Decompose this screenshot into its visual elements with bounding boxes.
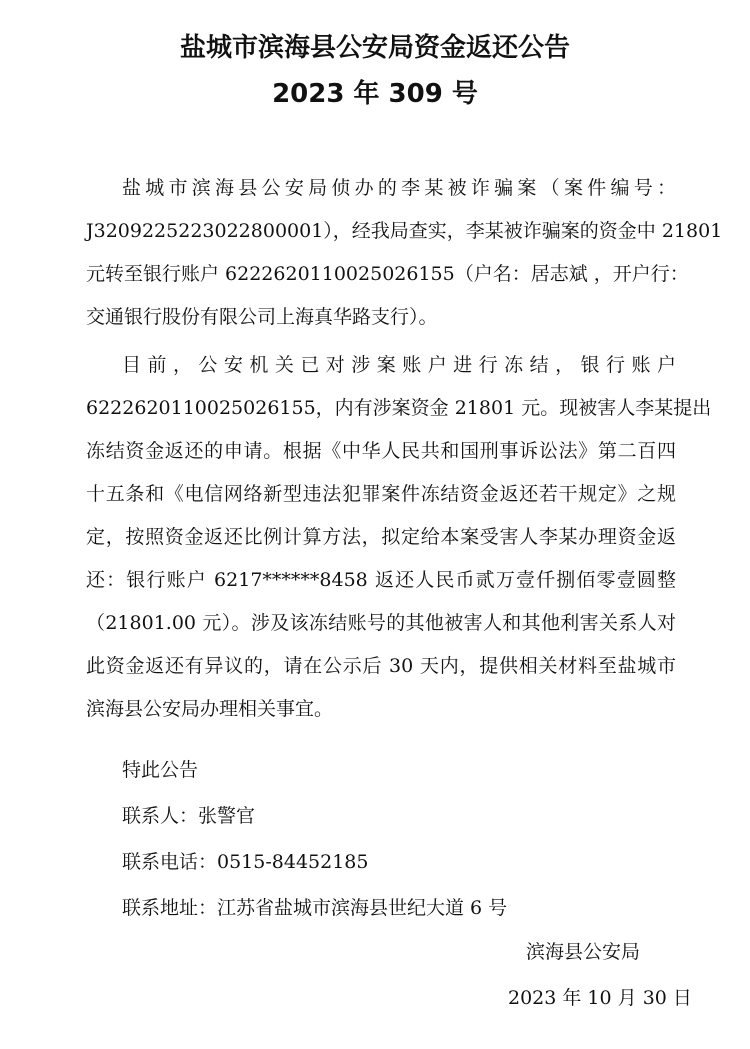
paragraph-2-line-3: 冻结资金返还的申请。根据《中华人民共和国刑事诉讼法》第二百四 [86,440,676,462]
notice-closing: 特此公告 [122,759,199,781]
paragraph-2-line-6: 还：银行账户 6217******8458 返还人民币贰万壹仟捌佰零壹圆整 [86,569,676,591]
paragraph-1-line-3: 元转至银行账户 6222620110025026155（户名：居志斌 ，开户行： [86,263,689,285]
document-title: 盐城市滨海县公安局资金返还公告 [179,33,570,63]
contact-person: 联系人：张警官 [122,805,256,827]
paragraph-2-line-7: （21801.00 元）。涉及该冻结账号的其他被害人和其他利害关系人对 [86,612,676,634]
paragraph-1-line-4: 交通银行股份有限公司上海真华路支行）。 [86,306,438,328]
paragraph-2-line-8: 此资金返还有异议的，请在公示后 30 天内，提供相关材料至盐城市 [86,655,676,677]
paragraph-2-line-4: 十五条和《电信网络新型违法犯罪案件冻结资金返还若干规定》之规 [86,483,676,505]
paragraph-2-line-5: 定，按照资金返还比例计算方法，拟定给本案受害人李某办理资金返 [86,526,676,548]
paragraph-2-line-2: 6222620110025026155，内有涉案资金 21801 元。现被害人李某提出 [86,397,712,419]
contact-phone: 联系电话：0515-84452185 [122,851,369,873]
paragraph-2-line-1: 目前，公安机关已对涉案账户进行冻结，银行账户 [122,354,676,376]
issue-date: 2023 年 10 月 30 日 [508,987,692,1009]
paragraph-2-line-9: 滨海县公安局办理相关事宜。 [86,698,334,720]
paragraph-1-line-1: 盐城市滨海县公安局侦办的李某被诈骗案（案件编号： [122,177,676,199]
contact-address: 联系地址：江苏省盐城市滨海县世纪大道 6 号 [122,897,508,919]
paragraph-1-line-2: J3209225223022800001），经我局查实，李某被诈骗案的资金中 21801 [86,220,723,242]
document-number: 2023 年 309 号 [272,79,478,109]
issuer-name: 滨海县公安局 [526,941,641,963]
